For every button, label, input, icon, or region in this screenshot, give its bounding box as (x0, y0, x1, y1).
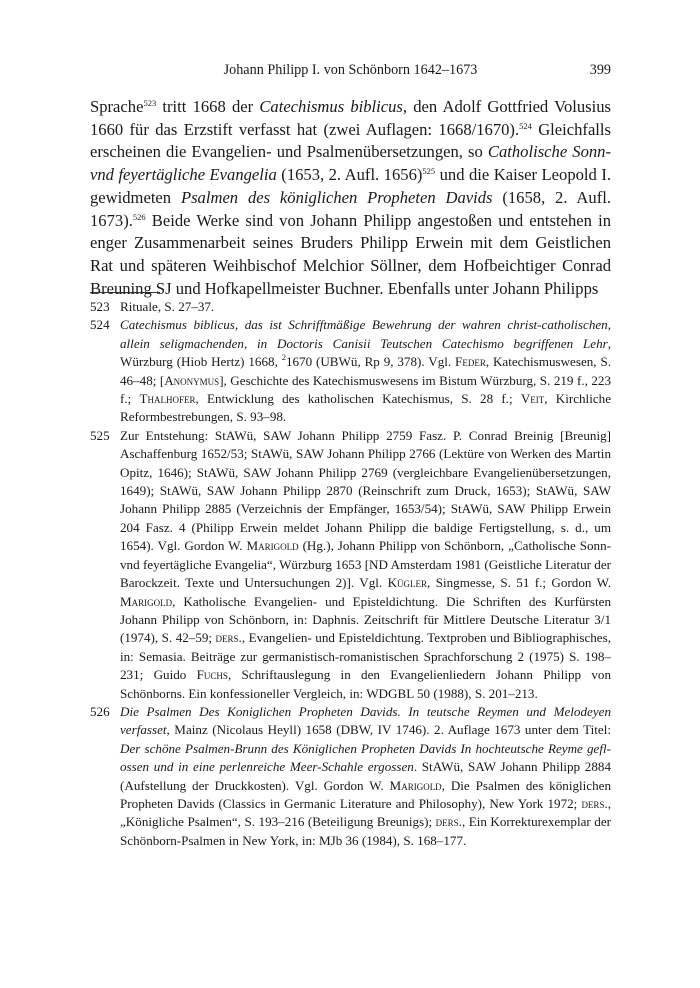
footnote-number: 525 (90, 427, 110, 443)
footnote-523 (90, 298, 611, 316)
footnote-number: 524 (90, 317, 110, 333)
footnote-text: Zur Entstehung: StAWü, SAW Johann Philipp 2759 Fasz. P. Conrad Breinig [Breunig] Aschaffenburg 1652/53; StAWü, SAW Johann Philipp 2766 (Lektüre von Werken des Martin Opitz, 1646); StAWü, SAW Johann Philipp 2769 (vergleichbare Evangelienübersetzungen, 1649); StAWü, SAW Johann Philipp 2870 (Reinschrift zum Druck, 1653); StAWü, SAW Johann Philipp 2885 (Verzeichnis der Empfänger, 1653/54); StAWü, SAW Philipp Erwein 204 Fasz. 4 (Philipp Erwein meldet Johann Philipp die baldige Fertigstellung, s. d., um 1654). Vgl. Gordon W. Marigold (Hg.), Johann Philipp von Schönborn, „Catholische Sonn- vnd feyertägliche Evangelia“, Würzburg 1653 [ND Amsterdam 1981 (Geistliche Literatur der Barockzeit. Texte und Untersuchungen 2)]. Vgl. Kügler, Singmesse, S. 51 f.; Gordon W. Marigold, Katholische Evangelien- und Episteldichtung. Die Schriften des Kurfürsten Johann Philipp von Schönborn, in: Daphnis. Zeitschrift für Mittlere Deutsche Literatur 3/1 (1974), S. 42–59; ders., Evangelien- und Episteldichtung. Textproben und Bibliographisches, in: Semasia. Beiträge zur germanistisch-romanistischen Sprachforschung 2 (1975) S. 198–231; Guido Fuchs, Schriftauslegung in den Evangelienliedern Johann Philipp von Schönborns. Ein konfessioneller Vergleich, in: WDGBL 50 (1988), S. 201–213. (120, 427, 612, 701)
footnote-text: Catechismus biblicus, das ist Schrifftmäßige Bewehrung der wahren christ-catholischen, allein seligmachenden, in Doctoris Canisii Teutschen Catechismo begriffenen Lehr, Würzburg (Hiob Hertz) 1668, $^2$1670 (UBWü, Rp 9, 378). Vgl. Feder, Katechismuswesen, S. 46–48; [Anonymus], Geschichte des Katechismuswesens im Bistum Würzburg, S. 219 f., 223 f.; Thalhofer, Entwicklung des katholischen Katechismus, S. 28 f.; Veit, Kirchliche Reformbestrebungen, S. 93–98. (120, 317, 612, 425)
footnote-524 (90, 316, 611, 426)
footnote-number: 523 (90, 299, 110, 314)
footnote-divider (90, 292, 160, 293)
running-header (90, 62, 611, 82)
footnote-ref[interactable]: 525 (422, 166, 436, 177)
footnotes (90, 298, 611, 850)
main-text (90, 96, 611, 300)
paragraph: Sprache$^{523}$ tritt 1668 der Catechismus biblicus, den Adolf Gottfried Volusius 1660 für das Erzstift verfasst hat (zwei Auflagen: 1668/1670).$^{524}$ Gleichfalls erscheinen die Evangelien- und Psalmenübersetzungen, so Catholische Sonn- vnd feyertägliche Evangelia (1653, 2. Aufl. 1656)$^{525}$ und die Kaiser Leopold I. gewidmeten Psalmen des königlichen Propheten Davids (1658, 2. Aufl. 1673).$^{526}$ Beide Werke sind von Johann Philipp angestoßen und entstehen in enger Zusammenarbeit seines Bruders Philipp Erwein mit dem Geistlichen Rat und späteren Weihbischof Melchior Söllner, dem Hofbeichtiger Conrad Breuning SJ und Hofkapellmeister Buchner. Ebenfalls unter Johann Philipps (90, 97, 612, 298)
page-number: 399 (589, 62, 611, 78)
footnote-ref[interactable]: 524 (519, 120, 532, 131)
footnote-text: Rituale, S. 27–37. (120, 299, 215, 314)
footnote-number: 526 (90, 703, 110, 719)
footnote-525 (90, 427, 611, 703)
footnote-ref[interactable]: 523 (143, 98, 157, 108)
footnote-ref[interactable]: 526 (132, 211, 146, 222)
footnote-526 (90, 703, 611, 850)
running-title: Johann Philipp I. von Schönborn 1642–1673 (223, 62, 478, 78)
footnote-text: Die Psalmen Des Koniglichen Propheten Davids. In teutsche Reymen und Melodeyen verfasset, Mainz (Nicolaus Heyll) 1658 (DBW, IV 1746). 2. Auflage 1673 unter dem Titel: Der schöne Psalmen-Brunn des Königlichen Propheten Davids In hochteutsche Reyme geflossen und in eine perlenreiche Meer-Schahle ergossen. StAWü, SAW Johann Philipp 2884 (Aufstellung der Druckkosten). Vgl. Gordon W. Marigold, Die Psalmen des königlichen Propheten Davids (Classics in Germanic Literature and Philosophy), New York 1972; ders., „Königliche Psalmen“, S. 193–216 (Beteiligung Breunigs); ders., Ein Korrekturexemplar der Schönborn-Psalmen in New York, in: MJb 36 (1984), S. 168–177. (120, 703, 611, 848)
